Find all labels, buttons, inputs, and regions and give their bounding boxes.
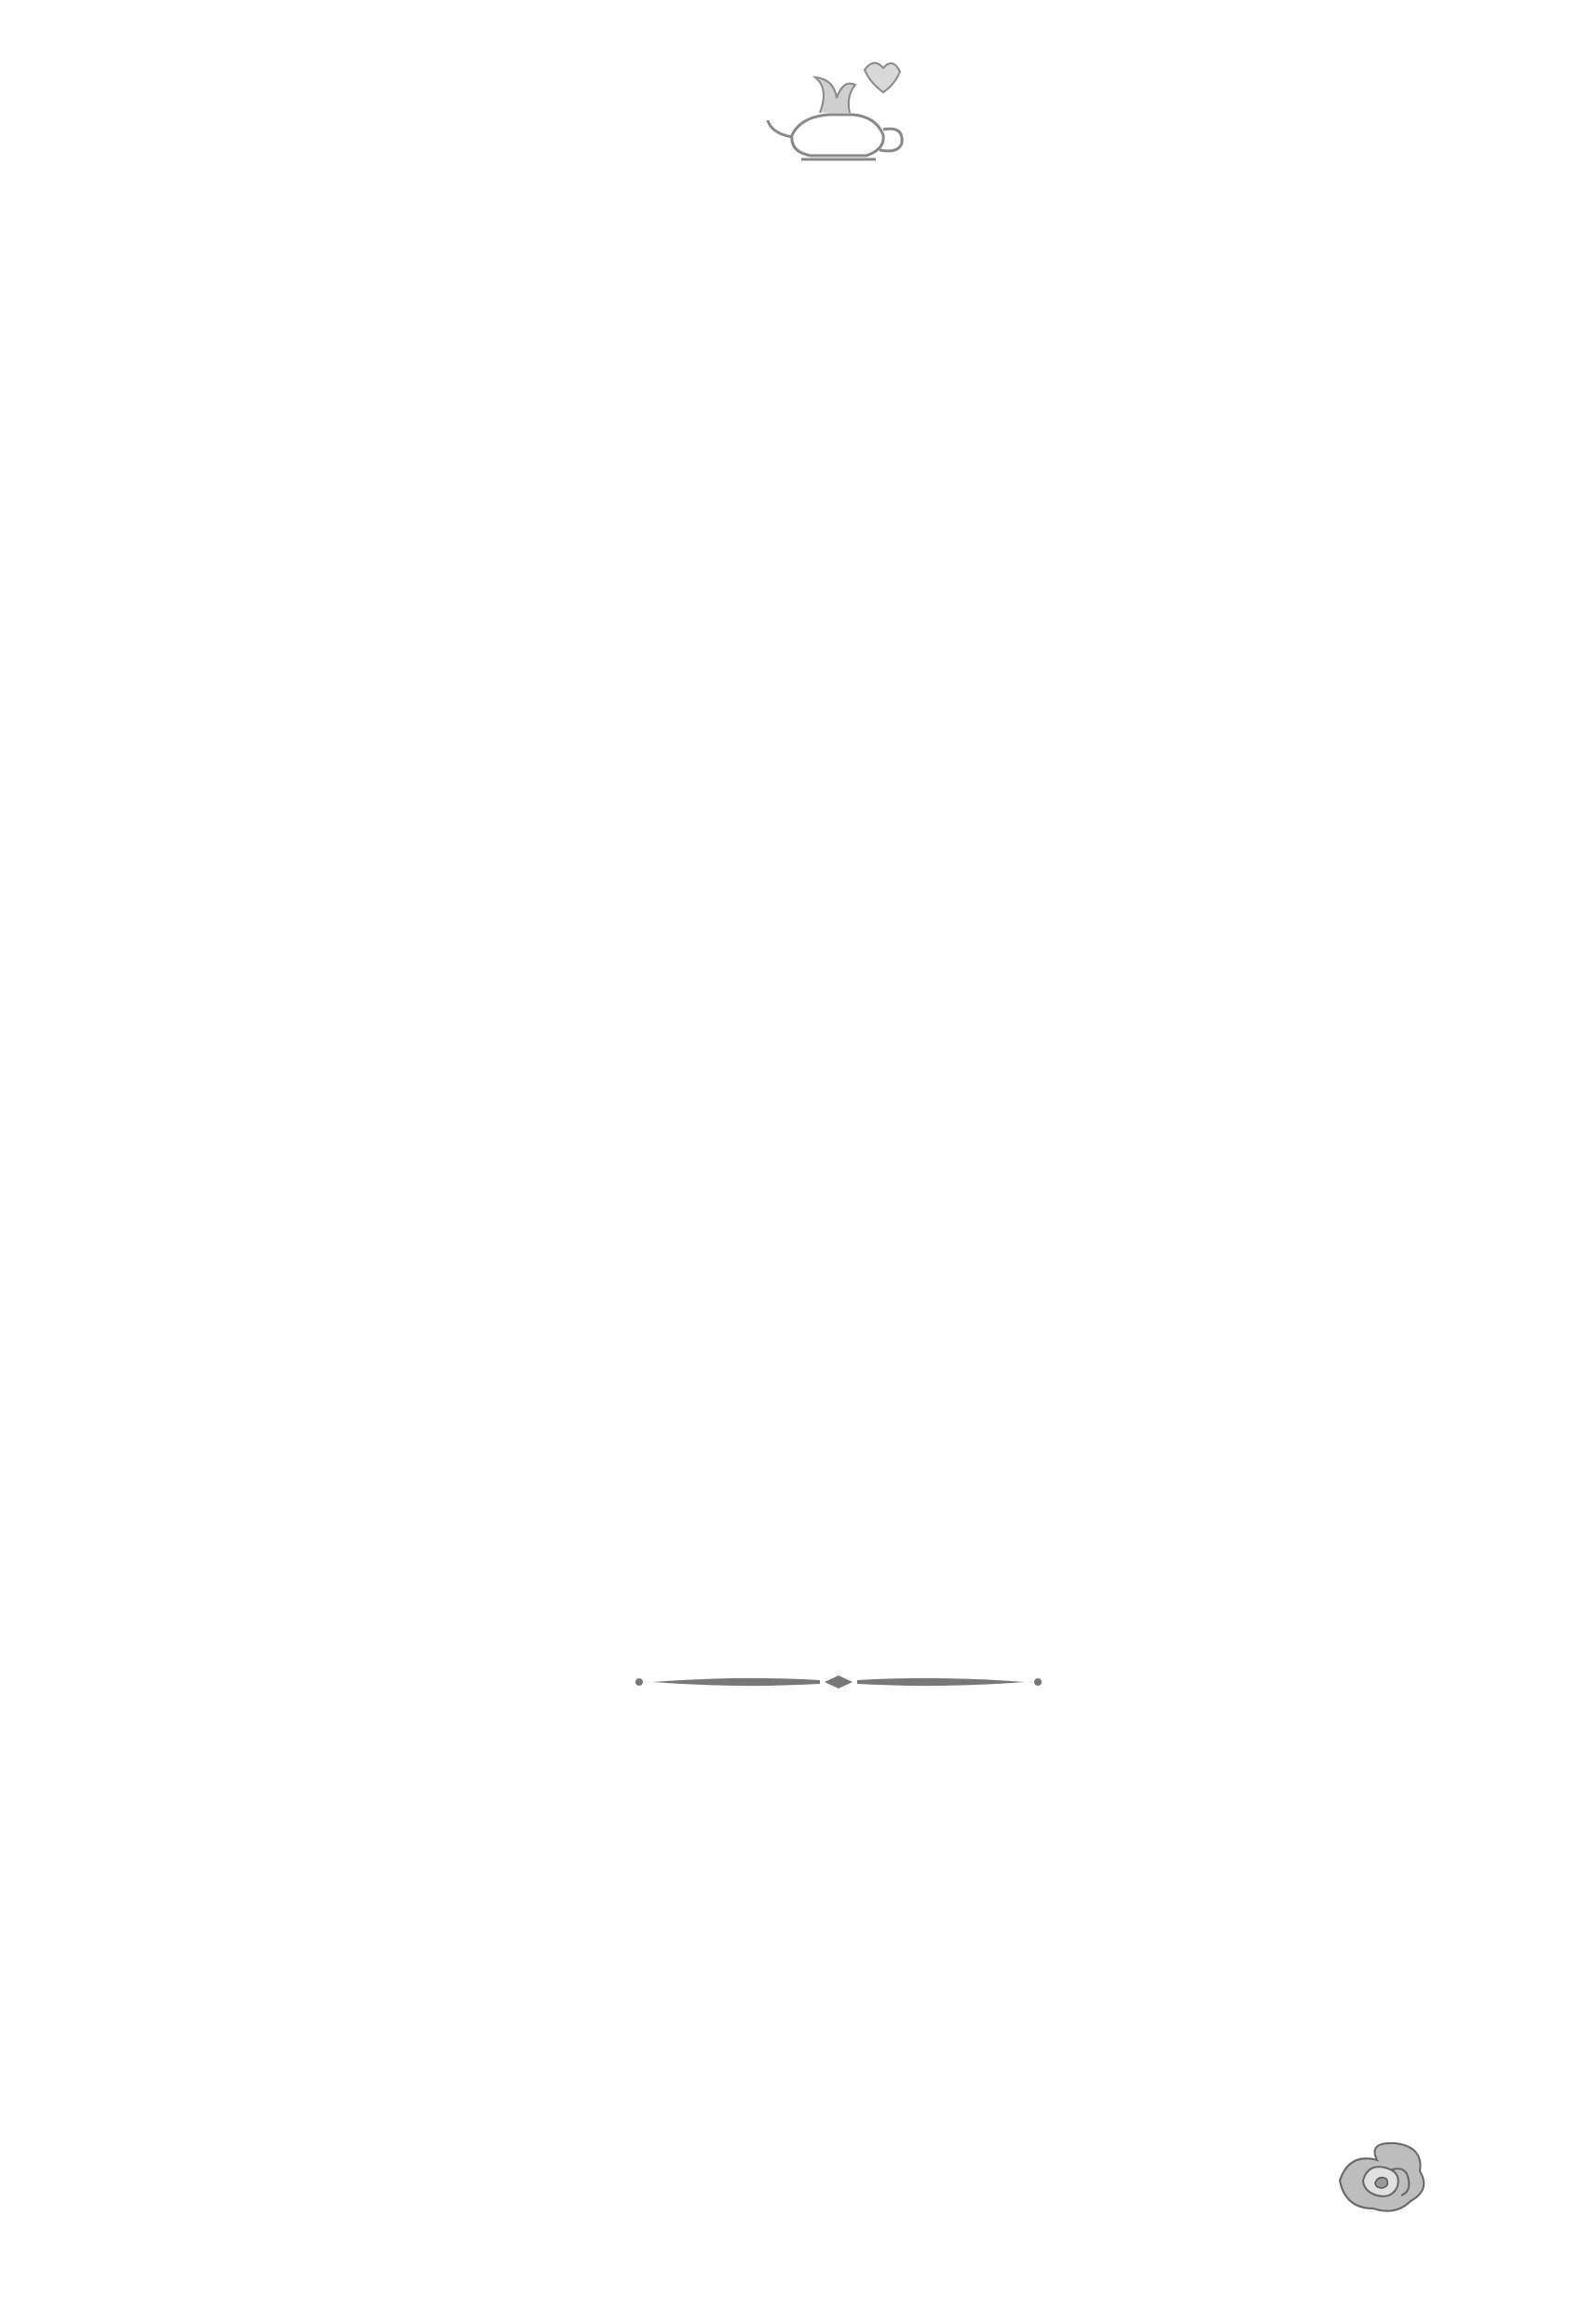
rose-ornament-icon xyxy=(1330,2134,1433,2218)
teapot-ornament-icon xyxy=(764,51,913,172)
page-footer xyxy=(1071,2134,1463,2218)
section-divider-icon xyxy=(634,1668,1044,1696)
